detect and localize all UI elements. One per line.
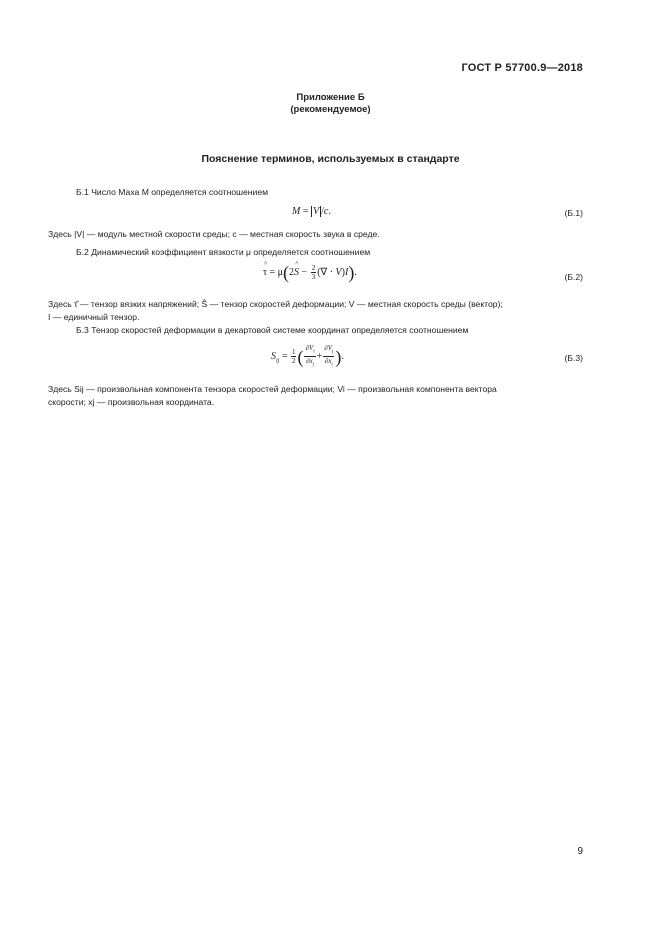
equation-b2: ^ τ = μ(2^ S − $\frac{2}{3}$ (∇ · V)I). [263, 264, 357, 281]
b3-text: Б.3 Тензор скоростей деформации в декартовой системе координат определяется соотношением [76, 325, 469, 335]
appendix-label: Приложение Б [296, 92, 365, 103]
b1-text: Б.1 Число Маха M определяется соотношением [76, 187, 269, 197]
b2-explanation-line2: I — единичный тензор. [48, 312, 140, 322]
b3-equation-number: (Б.3) [564, 353, 583, 363]
equation-b1: M = V /c. [292, 206, 331, 217]
page-title: Пояснение терминов, используемых в стандарте [201, 153, 460, 165]
b2-text: Б.2 Динамический коэффициент вязкости μ определяется соотношением [76, 247, 371, 257]
b1-explanation: Здесь |V| — модуль местной скорости среды; c — местная скорость звука в среде. [48, 229, 380, 239]
b3-explanation-line2: скорости; xj — произвольная координата. [48, 397, 215, 407]
b1-equation-number: (Б.1) [564, 208, 583, 218]
b2-equation-number: (Б.2) [564, 272, 583, 282]
b2-explanation-line1: Здесь τ̂ — тензор вязких напряжений; Ŝ — тензор скоростей деформации; V — местная скорость среды (вектор); [48, 299, 503, 309]
b3-explanation-line1: Здесь Sij — произвольная компонента тензора скоростей деформации; Vi — произвольная компонента вектора [48, 384, 497, 394]
appendix-type: (рекомендуемое) [290, 104, 371, 115]
standard-designation: ГОСТ Р 57700.9—2018 [461, 62, 583, 74]
page-number: 9 [577, 846, 583, 857]
equation-b3: $S_{ij}$ = $\frac{1}{2}$ ( $\frac{\partial V_i}{\partial x_j}$ + $\frac{\partial V_j}{\partial x_i}$ ). [271, 344, 344, 368]
